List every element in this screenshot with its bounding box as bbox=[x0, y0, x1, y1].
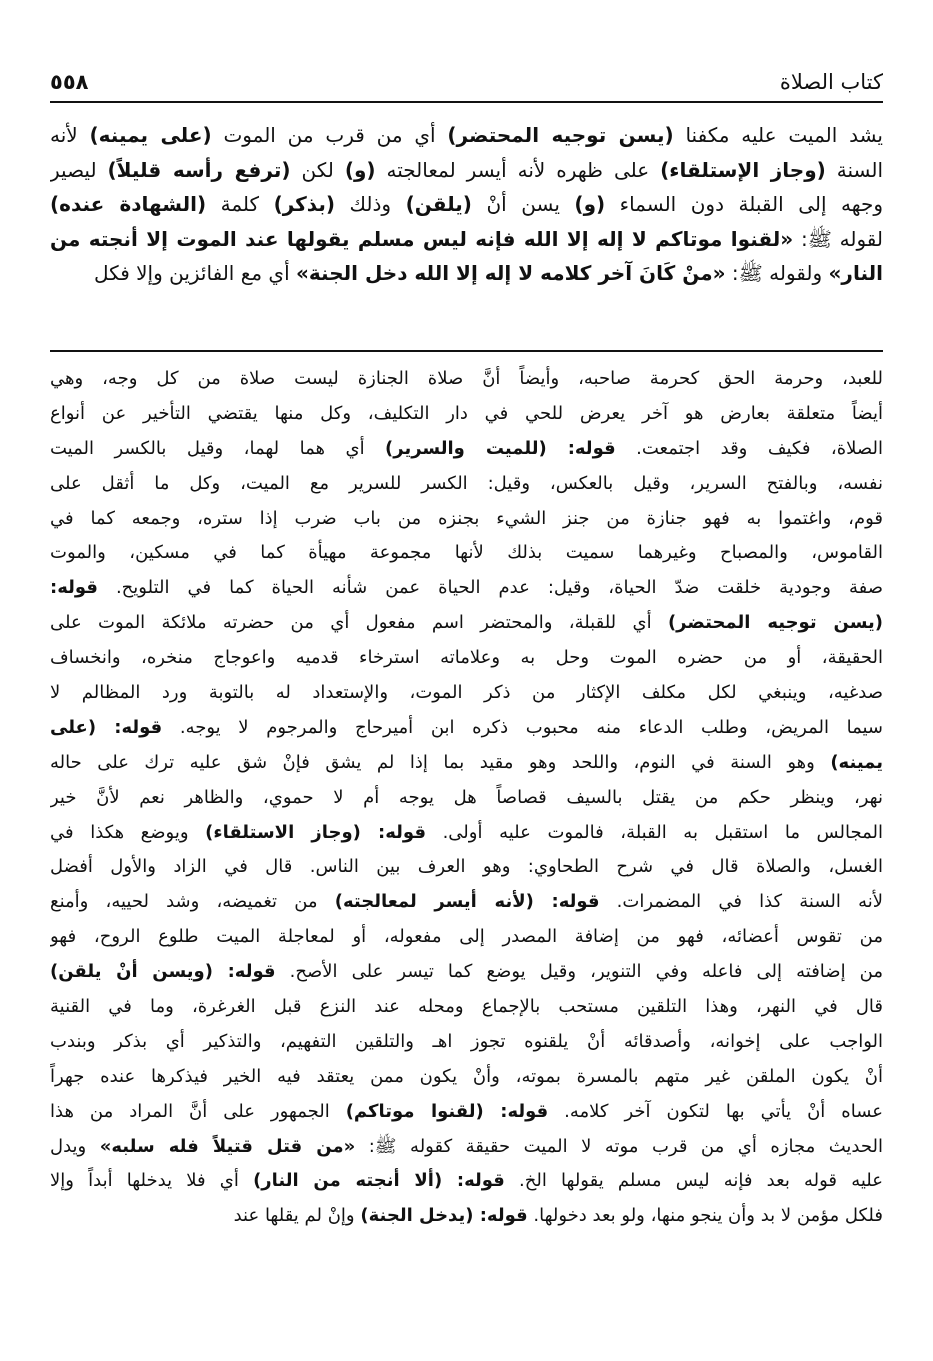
main-text-line bbox=[50, 118, 883, 153]
footnote-divider bbox=[50, 350, 883, 352]
main-text-block bbox=[50, 118, 883, 291]
text-run: لأنه bbox=[50, 123, 90, 147]
text-run: على ظهره لأنه أيسر لمعالجته bbox=[375, 157, 661, 182]
commentary-line bbox=[50, 990, 883, 1025]
text-run: عساه أنْ يأتي بها لتكون آخر كلامه. bbox=[548, 1100, 883, 1122]
text-run: أي مع الفائزين وإلا فكل bbox=[94, 261, 296, 285]
bold-phrase: (بذكر) bbox=[273, 192, 336, 216]
bold-phrase: قوله: (وجاز الاستلقاء) bbox=[205, 821, 426, 843]
bold-phrase: قوله: (للميت والسرير) bbox=[385, 437, 616, 459]
commentary-line bbox=[50, 816, 883, 851]
text-run: ولقوله ﷺ: bbox=[725, 261, 829, 285]
commentary-line bbox=[50, 432, 883, 467]
main-text-line bbox=[50, 222, 883, 257]
text-run: السنة bbox=[825, 157, 883, 182]
text-run: كلمة bbox=[206, 192, 274, 216]
bold-phrase: (ترفع رأسه قليلاً) bbox=[107, 157, 291, 182]
bold-phrase: (يسن توجيه المحتضر) bbox=[447, 123, 674, 147]
bold-phrase: قوله: (لقنوا موتاكم) bbox=[345, 1100, 549, 1122]
commentary-line bbox=[50, 920, 883, 955]
commentary-line bbox=[50, 1164, 883, 1199]
text-run: صفة وجودية خلقت ضدّ الحياة، وقيل: عدم الحياة عمن شأنه الحياة كما في التلويح. bbox=[97, 577, 883, 599]
commentary-line bbox=[50, 1095, 883, 1130]
page-header bbox=[50, 60, 883, 94]
text-run: أي هما لهما، وقيل بالكسر الميت bbox=[50, 437, 386, 459]
bold-phrase: (وجاز الإستلقاء) bbox=[660, 157, 826, 182]
text-run: المجالس ما استقبل به القبلة، فالموت عليه أولى. bbox=[425, 821, 883, 843]
bold-phrase: (يسن توجيه المحتضر) bbox=[667, 612, 883, 634]
bold-phrase: قوله: (على bbox=[50, 716, 163, 738]
bold-phrase: قوله: bbox=[50, 577, 98, 599]
text-run: الحقيقة، أو من حضره الموت وحل به وعلاماته استرخاء قدميه واعوجاج منخره، وانخساف bbox=[50, 647, 883, 669]
text-run: ويدل bbox=[50, 1135, 100, 1157]
bold-phrase: (على يمينه) bbox=[89, 123, 212, 147]
text-run: القاموس، والمصباح وغيرهما سميت بذلك لأنها مجموعة مهيأة كما في مسكين، والموت bbox=[50, 542, 883, 564]
text-run: أي للقبلة، والمحتضر اسم مفعول أي من حضرته ملائكة الموت على bbox=[50, 612, 668, 634]
bold-phrase: (الشهادة عنده) bbox=[50, 192, 207, 216]
text-run: نهر، وينظر حكم من يقتل بالسيف قصاصاً هل يوجه أم لا حموي، والظاهر نعم لأنَّ خير bbox=[50, 786, 883, 808]
commentary-line bbox=[50, 746, 883, 781]
commentary-line bbox=[50, 1199, 883, 1234]
book-title: كتاب الصلاة bbox=[779, 70, 883, 94]
text-run: الجمهور على أنَّ المراد من هذا bbox=[50, 1100, 346, 1122]
bold-phrase: النار» bbox=[828, 261, 883, 285]
bold-phrase: (و) bbox=[574, 192, 606, 216]
bold-phrase: قوله: (ويسن أنْ يلقن) bbox=[50, 961, 276, 983]
text-run: للعبد، وحرمة الحق كحرمة صاحبه، وأيضاً أنَّ صلاة الجنازة ليست صلاة من كل وجه، وهي bbox=[50, 368, 883, 389]
bold-phrase: قوله: (لأنه أيسر لمعالجته) bbox=[334, 891, 600, 913]
text-run: عليه قوله بعد فإنه ليس مسلم يقولها الخ. bbox=[504, 1170, 883, 1192]
text-run: وهو السنة في النوم، واللحد وهو مقيد بما إذا لم يشق فإنْ شق عليه ترك على حاله bbox=[50, 751, 831, 773]
text-run: الصلاة، فكيف وقد اجتمعت. bbox=[615, 437, 883, 459]
commentary-line bbox=[50, 641, 883, 676]
text-run: أي فلا يدخلها أبداً وإلا bbox=[50, 1170, 254, 1192]
commentary-line bbox=[50, 606, 883, 641]
text-run: نفسه، وبالفتح السرير، وقيل بالعكس، وقيل: الكسر للسرير مع الميت، وكل ما أثقل على bbox=[50, 472, 883, 494]
text-run: الغسل، والصلاة قال في شرح الطحاوي: وهو العرف بين الناس. قال في الزاد والأول أفضل bbox=[50, 856, 883, 878]
bold-phrase: «لقنوا موتاكم لا إله إلا الله فإنه ليس مسلم يقولها عند الموت إلا أنجته من bbox=[50, 226, 794, 251]
bold-phrase: (يلقن) bbox=[405, 192, 472, 216]
text-run: صدغيه، وينبغي لكل مكلف الإكثار من ذكر الموت، والإستعداد له بالتوبة ورد المظالم لا bbox=[50, 682, 883, 704]
bold-phrase: قوله: (يدخل الجنة) bbox=[360, 1205, 528, 1227]
commentary-line bbox=[50, 1025, 883, 1060]
main-text-line bbox=[50, 187, 883, 222]
commentary-line bbox=[50, 1130, 883, 1165]
commentary-block bbox=[50, 362, 883, 1234]
text-run: من تقوس أعضائه، فهو من إضافة المصدر إلى مفعوله، أو لمعاجلة الميت طلوع الروح، فهو bbox=[50, 926, 883, 948]
header-divider bbox=[50, 101, 883, 103]
text-run: قوم، واغتموا به فهو جنازة من جنز الشيء بجنزه من باب ضرب إذا ستره، وجمعه كما في bbox=[50, 507, 883, 529]
commentary-line bbox=[50, 571, 883, 606]
text-run: وإنْ لم يقلها عند bbox=[233, 1205, 361, 1227]
commentary-line bbox=[50, 502, 883, 537]
bold-phrase: (و) bbox=[344, 157, 376, 182]
bold-phrase: «من قتل قتيلاً فله سلبه» bbox=[99, 1135, 356, 1157]
text-run: يشد الميت عليه مكفنا bbox=[673, 123, 883, 147]
text-run: من إضافته إلى فاعله وفي التنوير، وقيل يوضع كما تيسر على الأصح. bbox=[275, 961, 883, 983]
commentary-line bbox=[50, 850, 883, 885]
text-run: الحديث مجازه أي من قرب موته لا الميت حقيقة كقوله ﷺ: bbox=[355, 1135, 883, 1157]
commentary-line bbox=[50, 536, 883, 571]
page-number: ٥٥٨ bbox=[50, 70, 89, 94]
text-run: لأنه السنة كذا في المضمرات. bbox=[599, 891, 883, 913]
commentary-line bbox=[50, 711, 883, 746]
commentary-line bbox=[50, 362, 883, 397]
text-run: لكن bbox=[290, 157, 345, 182]
main-text-line bbox=[50, 256, 883, 291]
commentary-line bbox=[50, 397, 883, 432]
text-run: وجهه إلى القبلة دون السماء bbox=[605, 192, 883, 216]
text-run: ويوضع هكذا في bbox=[50, 821, 206, 843]
commentary-line bbox=[50, 781, 883, 816]
text-run: وذلك bbox=[335, 192, 406, 216]
text-run: لقوله ﷺ: bbox=[793, 226, 883, 251]
commentary-line bbox=[50, 467, 883, 502]
text-run: قال في النهر، وهذا التلقين مستحب بالإجماع ومحله عند النزع قبل الغرغرة، وما في القنية bbox=[50, 996, 883, 1018]
text-run: أي من قرب من الموت bbox=[211, 123, 448, 147]
commentary-line bbox=[50, 955, 883, 990]
text-run: يسن أنْ bbox=[471, 192, 575, 216]
commentary-line bbox=[50, 1060, 883, 1095]
commentary-line bbox=[50, 676, 883, 711]
main-text-line bbox=[50, 153, 883, 188]
bold-phrase: «منْ كَانَ آخر كلامه لا إله إلا الله دخل الجنة» bbox=[295, 261, 726, 285]
text-run: أيضاً متعلقة بعارض هو آخر يعرض للحي في دار التكليف، وكل منها يقتضي التأخير عن أنواع bbox=[50, 402, 883, 424]
text-run: من تغميضه، وشد لحييه، وأمنع bbox=[50, 891, 335, 913]
text-run: سيما المريض، وطلب الدعاء منه محبوب ذكره ابن أميرحاج والمرجوم لا يوجه. bbox=[162, 716, 883, 738]
text-run: أنْ يكون الملقن غير متهم بالمسرة بموته، وأنْ يكون ممن يعتقد فيه الخير فيذكرها عنده جهراً bbox=[50, 1065, 883, 1087]
bold-phrase: يمينه) bbox=[830, 751, 883, 773]
bold-phrase: قوله: (ألا أنجته من النار) bbox=[253, 1170, 505, 1192]
commentary-line bbox=[50, 885, 883, 920]
text-run: ليصير bbox=[50, 157, 108, 182]
text-run: فلكل مؤمن لا بد وأن ينجو منها، ولو بعد دخولها. bbox=[527, 1205, 883, 1227]
text-run: الواجب على إخوانه، وأصدقائه أنْ يلقنوه تجوز اهـ والتلقين التفهيم، والتذكير أي بذكر وبندب bbox=[50, 1030, 883, 1052]
